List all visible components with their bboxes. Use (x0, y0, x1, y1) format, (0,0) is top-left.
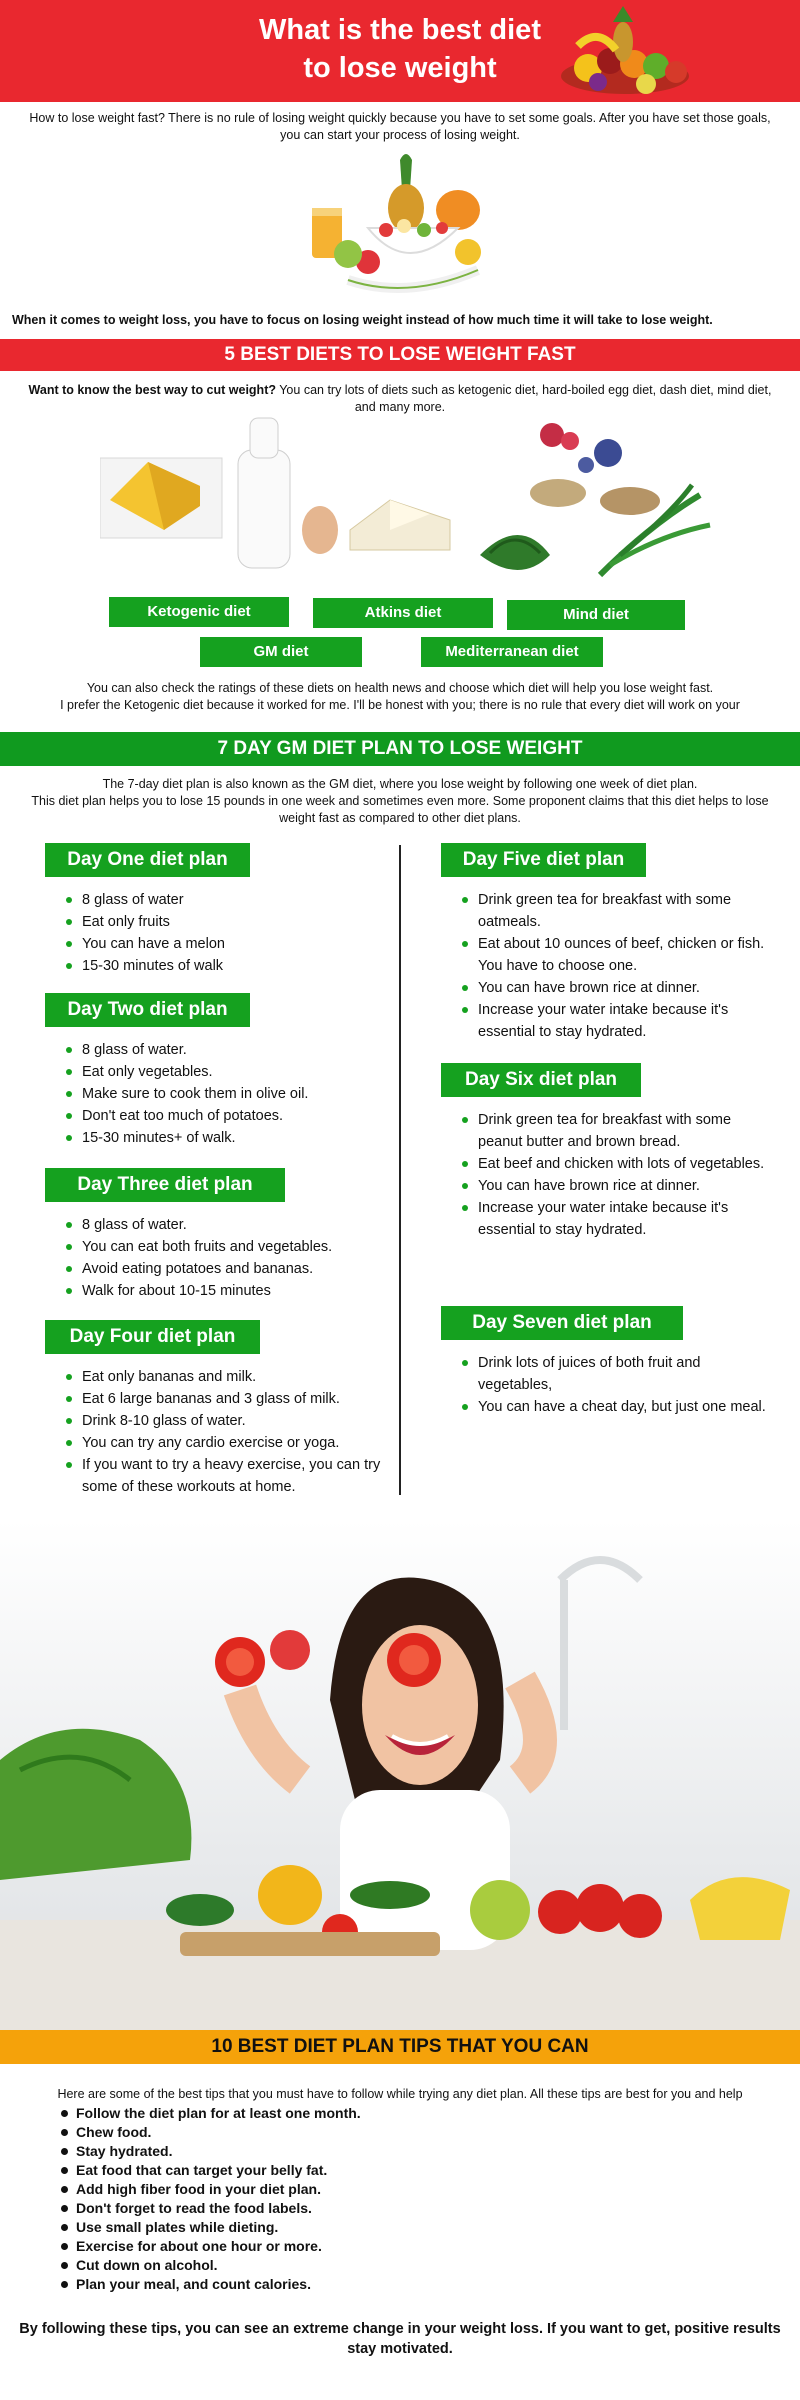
woman-with-tomatoes-photo (0, 1520, 800, 2030)
page-title-line-2: to lose weight (303, 52, 497, 84)
list-item: 8 glass of water. (62, 1214, 382, 1236)
diet-label-gm: GM diet (200, 637, 362, 667)
day-three-list (62, 1214, 382, 1302)
list-item: Use small plates while dieting. (58, 2218, 758, 2237)
day-two-list (62, 1039, 382, 1149)
tips-heading: 10 BEST DIET PLAN TIPS THAT YOU CAN (0, 2030, 800, 2064)
tips-list (58, 2104, 758, 2294)
day-one-title: Day One diet plan (45, 843, 250, 877)
list-item: You can eat both fruits and vegetables. (62, 1236, 382, 1258)
day-five-title: Day Five diet plan (441, 843, 646, 877)
list-item: Add high fiber food in your diet plan. (58, 2180, 758, 2199)
diet-label-ketogenic: Ketogenic diet (109, 597, 289, 627)
list-item: Eat about 10 ounces of beef, chicken or fish. You have to choose one. (458, 933, 770, 977)
tips-outro: By following these tips, you can see an extreme change in your weight loss. If you want to get, positive results stay motivated. (19, 2321, 781, 2357)
greens-and-seeds-image (460, 415, 720, 585)
list-item: Plan your meal, and count calories. (58, 2275, 758, 2294)
best-diets-heading: 5 BEST DIETS TO LOSE WEIGHT FAST (0, 339, 800, 371)
list-item: Make sure to cook them in olive oil. (62, 1083, 382, 1105)
list-item: 15-30 minutes of walk (62, 955, 382, 977)
list-item: Eat beef and chicken with lots of vegetables. (458, 1153, 770, 1175)
dairy-products-image (100, 410, 460, 575)
best-diets-lead-rest: You can try lots of diets such as ketogenic diet, hard-boiled egg diet, dash diet, mind diet, and many more. (276, 383, 772, 414)
list-item: Stay hydrated. (58, 2142, 758, 2161)
list-item: 8 glass of water (62, 889, 382, 911)
list-item: 8 glass of water. (62, 1039, 382, 1061)
diets-note-line-1: You can also check the ratings of these diets on health news and choose which diet will help you lose weight fast. (86, 681, 714, 695)
list-item: Drink 8-10 glass of water. (62, 1410, 392, 1432)
list-item: Drink green tea for breakfast with some oatmeals. (458, 889, 770, 933)
list-item: 15-30 minutes+ of walk. (62, 1127, 382, 1149)
list-item: You can have a cheat day, but just one meal. (458, 1396, 770, 1418)
list-item: You can try any cardio exercise or yoga. (62, 1432, 392, 1454)
list-item: Eat food that can target your belly fat. (58, 2161, 758, 2180)
diet-label-mediterranean: Mediterranean diet (421, 637, 603, 667)
fruit-bowl-image (308, 150, 508, 302)
page-title-line-1: What is the best diet (259, 14, 541, 46)
day-six-title: Day Six diet plan (441, 1063, 641, 1097)
fruit-pile-image (558, 6, 692, 96)
day-four-title: Day Four diet plan (45, 1320, 260, 1354)
gm-plan-heading: 7 DAY GM DIET PLAN TO LOSE WEIGHT (0, 732, 800, 766)
list-item: Follow the diet plan for at least one month. (58, 2104, 758, 2123)
list-item: Avoid eating potatoes and bananas. (62, 1258, 382, 1280)
list-item: Eat only fruits (62, 911, 382, 933)
day-three-title: Day Three diet plan (45, 1168, 285, 1202)
column-divider (399, 845, 401, 1495)
day-two-title: Day Two diet plan (45, 993, 250, 1027)
list-item: You can have a melon (62, 933, 382, 955)
diets-note-line-2: I prefer the Ketogenic diet because it worked for me. I'll be honest with you; there is no rule that every diet will work on your (60, 698, 740, 712)
list-item: Chew food. (58, 2123, 758, 2142)
list-item: You can have brown rice at dinner. (458, 1175, 770, 1197)
day-six-list (458, 1109, 770, 1241)
day-seven-title: Day Seven diet plan (441, 1306, 683, 1340)
day-four-list (62, 1366, 392, 1498)
list-item: Increase your water intake because it's essential to stay hydrated. (458, 1197, 770, 1241)
gm-plan-intro-line-2: This diet plan helps you to lose 15 pounds in one week and sometimes even more. Some proponent claims that this diet helps to lose weight fast as compared to other diet plans. (31, 794, 769, 825)
list-item: Increase your water intake because it's essential to stay hydrated. (458, 999, 770, 1043)
list-item: Eat only vegetables. (62, 1061, 382, 1083)
list-item: Don't forget to read the food labels. (58, 2199, 758, 2218)
list-item: Walk for about 10-15 minutes (62, 1280, 382, 1302)
list-item: Drink lots of juices of both fruit and vegetables, (458, 1352, 770, 1396)
focus-statement: When it comes to weight loss, you have to focus on losing weight instead of how much time it will take to lose weight. (12, 313, 713, 327)
list-item: Eat only bananas and milk. (62, 1366, 392, 1388)
best-diets-lead-bold: Want to know the best way to cut weight? (28, 383, 276, 397)
day-seven-list (458, 1352, 770, 1418)
gm-plan-intro-line-1: The 7-day diet plan is also known as the GM diet, where you lose weight by following one week of diet plan. (102, 777, 698, 791)
diet-label-atkins: Atkins diet (313, 598, 493, 628)
list-item: Cut down on alcohol. (58, 2256, 758, 2275)
list-item: If you want to try a heavy exercise, you can try some of these workouts at home. (62, 1454, 392, 1498)
day-one-list (62, 889, 382, 977)
diet-label-mind: Mind diet (507, 600, 685, 630)
tips-intro: Here are some of the best tips that you must have to follow while trying any diet plan. All these tips are best for you and help (57, 2087, 743, 2101)
day-five-list (458, 889, 770, 1043)
list-item: Drink green tea for breakfast with some peanut butter and brown bread. (458, 1109, 770, 1153)
list-item: Don't eat too much of potatoes. (62, 1105, 382, 1127)
intro-paragraph: How to lose weight fast? There is no rule of losing weight quickly because you have to set some goals. After you have set those goals, you can start your process of losing weight. (29, 111, 771, 142)
list-item: You can have brown rice at dinner. (458, 977, 770, 999)
list-item: Eat 6 large bananas and 3 glass of milk. (62, 1388, 392, 1410)
list-item: Exercise for about one hour or more. (58, 2237, 758, 2256)
